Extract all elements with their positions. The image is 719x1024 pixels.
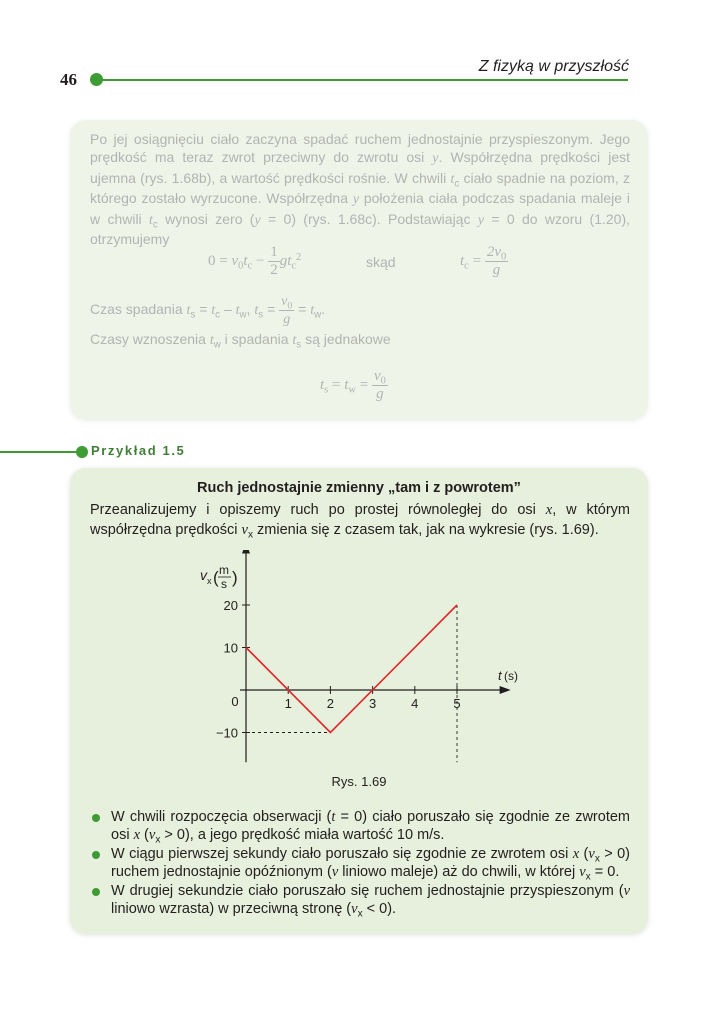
svg-text:v: v [200, 567, 207, 583]
y-tick-label: 20 [223, 598, 238, 613]
running-title: Z fizyką w przyszłość [478, 58, 629, 75]
example-intro: Przeanalizujemy i opiszemy ruch po prostej równoległej do osi x, w którym współrzędna prędkości $v_x$ zmienia się z czasem tak, jak na wykresie (rys. 1.69). [90, 502, 630, 541]
x-tick-label: 2 [326, 696, 335, 711]
y-axis-arrowhead [242, 550, 250, 554]
header-rule [100, 79, 628, 81]
fall-time-line: Czas spadania $t_s = t_c - t_w$, $t_s$ = $\frac{v_0}{g}$ = $t_w$. [90, 294, 326, 327]
svg-text:t: t [498, 668, 502, 683]
list-item: W drugiej sekundzie ciało poruszało się ruchem jednostajnie przyspieszonym (v liniowo wzrasta) w przeciwną stronę $(v_x < 0)$. [90, 882, 630, 919]
figure-caption: Rys. 1.69 [331, 774, 387, 789]
y-tick-label: 10 [223, 640, 238, 656]
y-axis-label [200, 563, 238, 591]
faded-text-box [70, 120, 648, 420]
velocity-time-chart [190, 550, 520, 765]
x-axis-label [498, 668, 518, 683]
example-dot [76, 446, 88, 458]
page-number: 46 [60, 70, 77, 89]
equation-tc-result: $t_c$ = $\frac{2v_0}{g}$ [460, 244, 507, 278]
example-title: Ruch jednostajnie zmienny „tam i z powrotem” [197, 480, 521, 496]
list-item: W ciągu pierwszej sekundy ciało poruszało się zgodnie ze zwrotem osi x $(v_x > 0)$ ruchem jednostajnie opóźnionym (v liniowo maleje) aż do chwili, w której $v_x = 0$. [90, 845, 630, 882]
svg-text:s: s [221, 577, 227, 591]
example-rule [0, 451, 80, 453]
svg-text:(s): (s) [504, 669, 518, 683]
bullet-list [90, 808, 630, 918]
origin-label: 0 [231, 694, 239, 709]
x-tick-label: 4 [411, 696, 419, 711]
word-skad: skąd [366, 254, 396, 270]
x-axis-arrowhead [500, 686, 511, 694]
y-tick-label: −10 [215, 725, 238, 741]
velocity-line [246, 605, 457, 733]
chart-axes [200, 563, 518, 683]
x-tick-label: 3 [368, 696, 377, 711]
example-box [70, 468, 648, 934]
y-unit-paren-close: ) [232, 568, 238, 587]
x-tick-label: 5 [453, 696, 461, 711]
equal-times-line: Czasy wznoszenia $t_w$ i spadania $t_s$ są jednakowe [90, 331, 391, 351]
x-tick-label: 1 [284, 696, 292, 711]
example-label: Przykład 1.5 [91, 443, 186, 458]
equation-tc: $0 = v_0t_c$ − $\frac{1}{2}$ $gt_c^2$ [208, 244, 302, 278]
faded-paragraph: Po jej osiągnięciu ciało zaczyna spadać ruchem jednostajnie przyspieszonym. Jego prędkość ma teraz zwrot przeciwny do zwrotu osi y. Współrzędna prędkości jest ujemna (rys. 1.68b), a wartość prędkości rośnie. W chwili $t_c$ ciało spadnie na poziom, z którego zostało wyrzucone. Współrzędna y położenia ciała podczas spadania maleje i w chwili $t_c$ wynosi zero (y = 0) (rys. 1.68c). Podstawiając y = 0 do wzoru (1.20), otrzymujemy [90, 131, 631, 248]
equation-equal-times: $t_s = t_w$ = $\frac{v_0}{g}$ [320, 368, 386, 402]
y-unit-paren-open: ( [213, 568, 219, 587]
svg-text:m: m [219, 563, 229, 577]
svg-text:x: x [207, 576, 212, 586]
list-item: W chwili rozpoczęcia obserwacji (t = 0) ciało poruszało się zgodnie ze zwrotem osi x $(v_x > 0)$, a jego prędkość miała wartość 10 m/s. [90, 808, 630, 845]
